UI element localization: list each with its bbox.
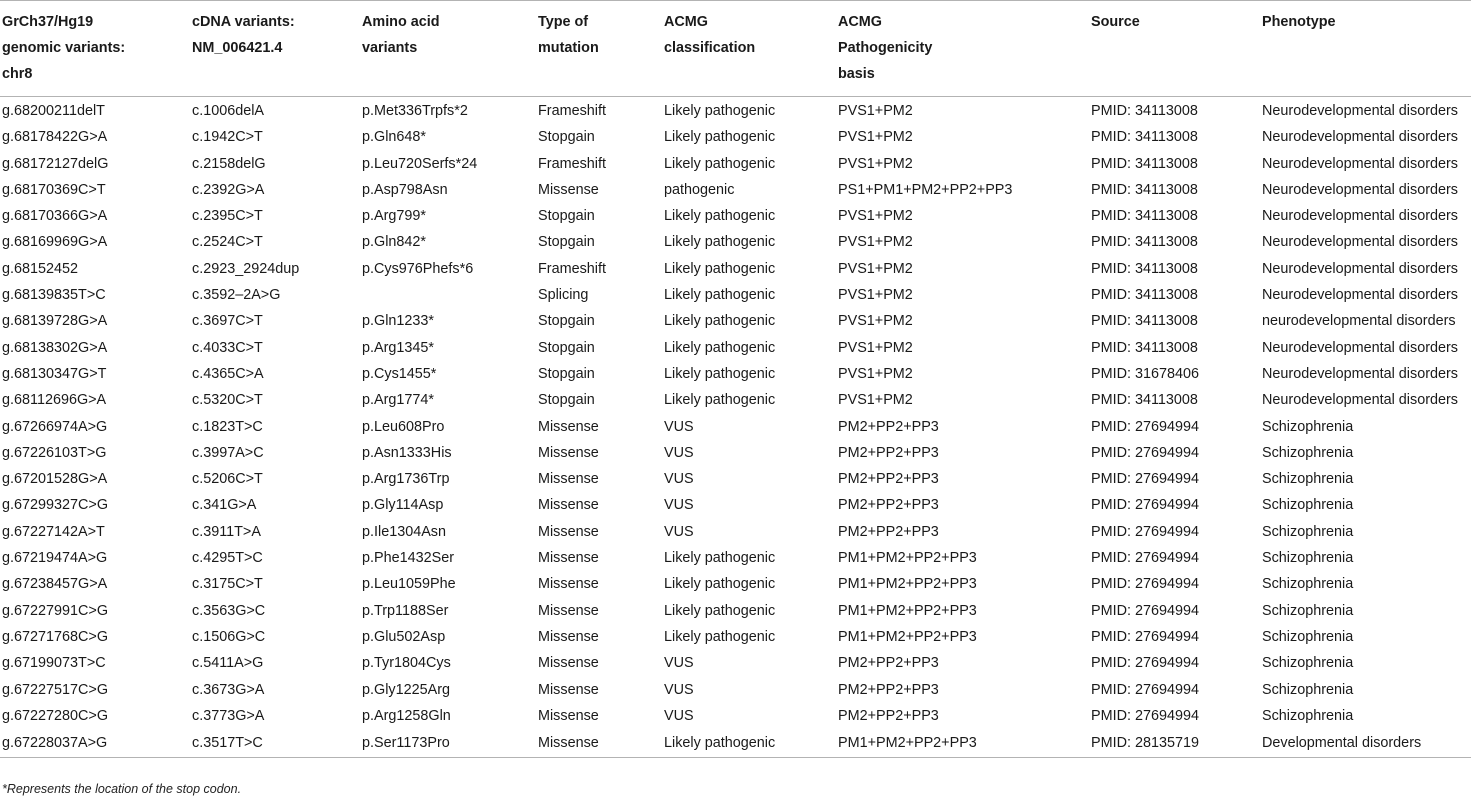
cell-source: PMID: 34113008 <box>1091 181 1198 198</box>
column-header-line: variants <box>362 40 418 56</box>
cell-cdna-variant: c.3997A>C <box>192 444 264 461</box>
cell-mutation-type: Stopgain <box>538 339 595 356</box>
cell-acmg-classification: Likely pathogenic <box>662 729 836 758</box>
cell-source: PMID: 27694994 <box>1091 707 1200 724</box>
cell-phenotype: Neurodevelopmental disorders <box>1262 392 1458 409</box>
cell-phenotype: neurodevelopmental disorders <box>1262 313 1456 330</box>
table-row <box>0 177 1471 203</box>
cell-acmg-classification: Likely pathogenic <box>664 155 776 172</box>
cell-mutation-type: Frameshift <box>538 103 606 119</box>
cell-source: PMID: 27694994 <box>1091 628 1200 645</box>
cell-acmg-classification: Likely pathogenic <box>664 287 776 304</box>
cell-amino-acid-variant: p.Leu608Pro <box>362 418 445 435</box>
cell-amino-acid-variant: p.Glu502Asp <box>362 628 446 645</box>
cell-cdna-variant: c.1506G>C <box>192 628 266 645</box>
cell-acmg-classification: VUS <box>664 681 694 698</box>
column-header-line: Phenotype <box>1262 14 1336 30</box>
cell-acmg-basis: PVS1+PM2 <box>838 287 913 304</box>
cell-phenotype: Neurodevelopmental disorders <box>1262 287 1458 304</box>
cell-source: PMID: 27694994 <box>1091 681 1200 698</box>
cell-amino-acid-variant: p.Ser1173Pro <box>360 729 536 758</box>
cell-source: PMID: 27694994 <box>1091 602 1200 619</box>
cell-cdna-variant: c.3911T>A <box>192 523 261 540</box>
column-header-line: Pathogenicity <box>838 40 933 56</box>
cell-source: PMID: 34113008 <box>1091 129 1198 146</box>
table-row <box>0 387 1471 413</box>
cell-acmg-classification: Likely pathogenic <box>664 602 776 619</box>
cell-genomic-variant: g.68112696G>A <box>2 392 107 409</box>
cell-amino-acid-variant: p.Asn1333His <box>362 444 452 461</box>
cell-cdna-variant: c.2392G>A <box>192 181 265 198</box>
cell-amino-acid-variant: p.Trp1188Ser <box>362 602 449 619</box>
cell-phenotype: Schizophrenia <box>1262 602 1354 619</box>
cell-mutation-type: Frameshift <box>538 260 606 277</box>
cell-source: PMID: 34113008 <box>1091 313 1198 330</box>
cell-mutation-type: Stopgain <box>538 129 595 146</box>
cell-amino-acid-variant: p.Arg1736Trp <box>362 471 450 488</box>
cell-source: PMID: 34113008 <box>1091 155 1198 172</box>
column-header-line: Type of <box>538 14 589 30</box>
cell-mutation-type: Splicing <box>538 287 589 304</box>
cell-phenotype: Schizophrenia <box>1262 444 1354 461</box>
cell-acmg-classification: Likely pathogenic <box>664 365 776 382</box>
column-header-cdna-variant <box>190 1 360 97</box>
cell-phenotype: Schizophrenia <box>1262 681 1354 698</box>
cell-genomic-variant: g.68169969G>A <box>2 234 108 251</box>
cell-acmg-basis: PM1+PM2+PP2+PP3 <box>836 729 1089 758</box>
table-row <box>0 151 1471 177</box>
cell-mutation-type: Missense <box>538 576 599 593</box>
table-row <box>0 440 1471 466</box>
cell-phenotype: Schizophrenia <box>1262 550 1354 567</box>
cell-genomic-variant: g.67227991C>G <box>2 602 109 619</box>
cell-acmg-classification: VUS <box>664 418 694 435</box>
column-header-mutation-type <box>536 1 662 97</box>
cell-source: PMID: 27694994 <box>1091 550 1200 567</box>
cell-acmg-basis: PM2+PP2+PP3 <box>838 681 939 698</box>
cell-phenotype: Neurodevelopmental disorders <box>1262 103 1458 119</box>
cell-acmg-basis: PM1+PM2+PP2+PP3 <box>838 602 977 619</box>
column-header-line: ACMG <box>664 14 708 30</box>
cell-source: PMID: 34113008 <box>1091 234 1198 251</box>
cell-amino-acid-variant: p.Arg1345* <box>362 339 435 356</box>
cell-source: PMID: 27694994 <box>1091 576 1200 593</box>
cell-cdna-variant: c.4033C>T <box>192 339 263 356</box>
table-row <box>0 203 1471 229</box>
column-header-line: chr8 <box>2 66 33 82</box>
cell-cdna-variant: c.4365C>A <box>192 365 264 382</box>
cell-mutation-type: Missense <box>538 497 599 514</box>
cell-phenotype: Schizophrenia <box>1262 655 1354 672</box>
cell-phenotype: Neurodevelopmental disorders <box>1262 234 1458 251</box>
cell-phenotype: Neurodevelopmental disorders <box>1262 365 1458 382</box>
cell-source: PMID: 27694994 <box>1091 444 1200 461</box>
cell-amino-acid-variant: p.Arg799* <box>362 208 427 225</box>
cell-genomic-variant: g.67199073T>C <box>2 655 106 672</box>
cell-acmg-basis: PM2+PP2+PP3 <box>838 497 939 514</box>
cell-acmg-classification: Likely pathogenic <box>664 208 776 225</box>
cell-phenotype: Schizophrenia <box>1262 471 1354 488</box>
cell-acmg-classification: Likely pathogenic <box>664 576 776 593</box>
table-row <box>0 308 1471 334</box>
table-row <box>0 466 1471 492</box>
table-body <box>0 97 1471 758</box>
cell-acmg-basis: PM1+PM2+PP2+PP3 <box>838 628 977 645</box>
cell-phenotype: Schizophrenia <box>1262 418 1354 435</box>
cell-source: PMID: 27694994 <box>1091 471 1200 488</box>
column-header-line: cDNA variants: <box>192 14 295 30</box>
column-header-line: NM_006421.4 <box>192 40 283 56</box>
cell-genomic-variant: g.67271768C>G <box>2 628 109 645</box>
cell-acmg-basis: PM2+PP2+PP3 <box>838 418 939 435</box>
cell-mutation-type: Stopgain <box>538 392 595 409</box>
cell-source: PMID: 27694994 <box>1091 497 1200 514</box>
cell-source: PMID: 27694994 <box>1091 655 1200 672</box>
cell-acmg-classification: VUS <box>664 523 694 540</box>
cell-amino-acid-variant: p.Leu720Serfs*24 <box>362 155 478 172</box>
table-row <box>0 729 1471 758</box>
cell-acmg-basis: PM1+PM2+PP2+PP3 <box>838 576 977 593</box>
cell-acmg-classification: Likely pathogenic <box>664 129 776 146</box>
cell-amino-acid-variant: p.Gln648* <box>362 129 427 146</box>
cell-amino-acid-variant: p.Arg1258Gln <box>362 707 451 724</box>
table-row <box>0 282 1471 308</box>
cell-amino-acid-variant: p.Arg1774* <box>362 392 435 409</box>
table-row <box>0 492 1471 518</box>
cell-source: PMID: 27694994 <box>1091 418 1200 435</box>
cell-source: PMID: 27694994 <box>1091 523 1200 540</box>
cell-acmg-basis: PVS1+PM2 <box>838 103 913 119</box>
cell-source: PMID: 34113008 <box>1091 208 1198 225</box>
cell-phenotype: Neurodevelopmental disorders <box>1262 208 1458 225</box>
cell-acmg-basis: PVS1+PM2 <box>838 365 913 382</box>
cell-cdna-variant: c.1823T>C <box>192 418 263 435</box>
cell-mutation-type: Stopgain <box>538 208 595 225</box>
cell-genomic-variant: g.68172127delG <box>2 155 109 172</box>
cell-acmg-classification: Likely pathogenic <box>664 392 776 409</box>
cell-cdna-variant: c.5320C>T <box>192 392 263 409</box>
table-row <box>0 256 1471 282</box>
header-row <box>0 1 1471 97</box>
table-row <box>0 624 1471 650</box>
cell-source: PMID: 34113008 <box>1091 260 1198 277</box>
cell-acmg-classification: VUS <box>664 444 694 461</box>
cell-amino-acid-variant: p.Phe1432Ser <box>362 550 455 567</box>
cell-cdna-variant: c.3697C>T <box>192 313 263 330</box>
table-row <box>0 361 1471 387</box>
cell-genomic-variant: g.68152452 <box>2 260 79 277</box>
cell-mutation-type: Missense <box>538 523 599 540</box>
cell-amino-acid-variant: p.Leu1059Phe <box>362 576 456 593</box>
cell-genomic-variant: g.67238457G>A <box>2 576 108 593</box>
cell-cdna-variant: c.3773G>A <box>192 707 265 724</box>
cell-acmg-basis: PVS1+PM2 <box>838 208 913 225</box>
cell-mutation-type: Stopgain <box>538 313 595 330</box>
table-row <box>0 97 1471 125</box>
cell-cdna-variant: c.3563G>C <box>192 602 266 619</box>
table-row <box>0 335 1471 361</box>
cell-acmg-basis: PVS1+PM2 <box>838 339 913 356</box>
cell-genomic-variant: g.67201528G>A <box>2 471 108 488</box>
cell-genomic-variant: g.68138302G>A <box>2 339 108 356</box>
table-row <box>0 571 1471 597</box>
table-row <box>0 229 1471 255</box>
cell-acmg-basis: PVS1+PM2 <box>838 392 913 409</box>
cell-genomic-variant: g.67227142A>T <box>2 523 105 540</box>
cell-mutation-type: Missense <box>536 729 662 758</box>
cell-cdna-variant: c.2524C>T <box>192 234 263 251</box>
cell-cdna-variant: c.5206C>T <box>192 471 263 488</box>
cell-genomic-variant: g.68139835T>C <box>2 287 106 304</box>
column-header-line: ACMG <box>838 14 882 30</box>
cell-phenotype: Schizophrenia <box>1262 497 1354 514</box>
column-header-line: classification <box>664 40 756 56</box>
cell-amino-acid-variant: p.Gly114Asp <box>362 497 444 514</box>
cell-acmg-basis: PM1+PM2+PP2+PP3 <box>838 550 977 567</box>
column-header-line: GrCh37/Hg19 <box>2 14 94 30</box>
cell-phenotype: Neurodevelopmental disorders <box>1262 155 1458 172</box>
cell-mutation-type: Missense <box>538 444 599 461</box>
cell-genomic-variant: g.68139728G>A <box>2 313 108 330</box>
cell-genomic-variant: g.67226103T>G <box>2 444 107 461</box>
table-footnote: *Represents the location of the stop codon. <box>2 782 242 796</box>
cell-genomic-variant: g.67227517C>G <box>2 681 109 698</box>
cell-source: PMID: 28135719 <box>1089 729 1260 758</box>
cell-cdna-variant: c.3592–2A>G <box>192 287 281 304</box>
cell-cdna-variant: c.3673G>A <box>192 681 265 698</box>
cell-mutation-type: Missense <box>538 602 599 619</box>
cell-phenotype: Schizophrenia <box>1262 576 1354 593</box>
cell-acmg-basis: PM2+PP2+PP3 <box>838 655 939 672</box>
cell-amino-acid-variant: p.Cys976Phefs*6 <box>362 260 474 277</box>
cell-amino-acid-variant: p.Gln842* <box>362 234 427 251</box>
cell-amino-acid-variant: p.Gln1233* <box>362 313 435 330</box>
cell-amino-acid-variant: p.Tyr1804Cys <box>362 655 451 672</box>
table-row <box>0 414 1471 440</box>
cell-phenotype: Neurodevelopmental disorders <box>1262 339 1458 356</box>
cell-acmg-classification: VUS <box>664 707 694 724</box>
cell-cdna-variant: c.4295T>C <box>192 550 263 567</box>
cell-mutation-type: Missense <box>538 550 599 567</box>
cell-amino-acid-variant <box>360 282 536 308</box>
cell-genomic-variant: g.67219474A>G <box>2 550 108 567</box>
cell-phenotype: Neurodevelopmental disorders <box>1262 181 1458 198</box>
column-header-acmg-basis <box>836 1 1089 97</box>
column-header-acmg-classification <box>662 1 836 97</box>
cell-mutation-type: Missense <box>538 655 599 672</box>
cell-acmg-basis: PVS1+PM2 <box>838 234 913 251</box>
cell-mutation-type: Missense <box>538 471 599 488</box>
cell-mutation-type: Missense <box>538 181 599 198</box>
table-row <box>0 598 1471 624</box>
cell-acmg-classification: VUS <box>664 471 694 488</box>
column-header-source <box>1089 1 1260 97</box>
cell-cdna-variant: c.2923_2924dup <box>192 260 300 277</box>
table-row <box>0 519 1471 545</box>
cell-cdna-variant: c.2395C>T <box>192 208 263 225</box>
cell-mutation-type: Missense <box>538 707 599 724</box>
cell-genomic-variant: g.67266974A>G <box>2 418 108 435</box>
cell-acmg-classification: Likely pathogenic <box>664 234 776 251</box>
column-header-genomic-variant <box>0 1 190 97</box>
cell-source: PMID: 34113008 <box>1091 103 1198 119</box>
cell-acmg-classification: Likely pathogenic <box>664 339 776 356</box>
column-header-line: mutation <box>538 40 599 56</box>
cell-source: PMID: 31678406 <box>1091 365 1200 382</box>
cell-phenotype: Neurodevelopmental disorders <box>1262 260 1458 277</box>
cell-genomic-variant: g.68170369C>T <box>2 181 106 198</box>
cell-amino-acid-variant: p.Gly1225Arg <box>362 681 450 698</box>
cell-genomic-variant: g.68170366G>A <box>2 208 108 225</box>
cell-acmg-classification: Likely pathogenic <box>664 313 776 330</box>
column-header-amino-acid-variant <box>360 1 536 97</box>
cell-cdna-variant: c.3517T>C <box>190 729 360 758</box>
cell-cdna-variant: c.5411A>G <box>192 655 264 672</box>
cell-phenotype: Neurodevelopmental disorders <box>1262 129 1458 146</box>
cell-mutation-type: Missense <box>538 628 599 645</box>
cell-phenotype: Schizophrenia <box>1262 523 1354 540</box>
cell-genomic-variant: g.68178422G>A <box>2 129 108 146</box>
cell-acmg-basis: PM2+PP2+PP3 <box>838 471 939 488</box>
table-row <box>0 545 1471 571</box>
cell-mutation-type: Stopgain <box>538 365 595 382</box>
cell-acmg-classification: pathogenic <box>664 181 735 198</box>
cell-phenotype: Schizophrenia <box>1262 628 1354 645</box>
table-header <box>0 1 1471 97</box>
cell-acmg-basis: PVS1+PM2 <box>838 313 913 330</box>
cell-acmg-classification: Likely pathogenic <box>664 103 776 119</box>
column-header-line: basis <box>838 66 875 82</box>
cell-phenotype: Developmental disorders <box>1260 729 1471 758</box>
cell-amino-acid-variant: p.Met336Trpfs*2 <box>362 103 468 119</box>
cell-genomic-variant: g.67228037A>G <box>0 729 190 758</box>
cell-genomic-variant: g.68130347G>T <box>2 365 107 382</box>
cell-acmg-basis: PM2+PP2+PP3 <box>838 523 939 540</box>
cell-source: PMID: 34113008 <box>1091 287 1198 304</box>
cell-acmg-basis: PM2+PP2+PP3 <box>838 444 939 461</box>
cell-mutation-type: Missense <box>538 681 599 698</box>
cell-amino-acid-variant: p.Asp798Asn <box>362 181 448 198</box>
cell-acmg-classification: VUS <box>664 497 694 514</box>
cell-acmg-classification: Likely pathogenic <box>664 628 776 645</box>
cell-genomic-variant: g.68200211delT <box>2 103 105 119</box>
cell-cdna-variant: c.1006delA <box>192 103 265 119</box>
cell-acmg-basis: PVS1+PM2 <box>838 155 913 172</box>
cell-genomic-variant: g.67227280C>G <box>2 707 109 724</box>
cell-acmg-classification: VUS <box>664 655 694 672</box>
cell-acmg-classification: Likely pathogenic <box>664 260 776 277</box>
cell-acmg-classification: Likely pathogenic <box>664 550 776 567</box>
cell-mutation-type: Stopgain <box>538 234 595 251</box>
cell-mutation-type: Frameshift <box>538 155 606 172</box>
cell-cdna-variant: c.3175C>T <box>192 576 263 593</box>
cell-phenotype: Schizophrenia <box>1262 707 1354 724</box>
column-header-phenotype <box>1260 1 1471 97</box>
cell-cdna-variant: c.1942C>T <box>192 129 263 146</box>
column-header-line: Source <box>1091 14 1140 30</box>
cell-acmg-basis: PVS1+PM2 <box>838 129 913 146</box>
cell-amino-acid-variant: p.Cys1455* <box>362 365 437 382</box>
cell-genomic-variant: g.67299327C>G <box>2 497 109 514</box>
cell-acmg-basis: PM2+PP2+PP3 <box>838 707 939 724</box>
table-row <box>0 677 1471 703</box>
table-row <box>0 703 1471 729</box>
cell-amino-acid-variant: p.Ile1304Asn <box>362 523 447 540</box>
cell-acmg-basis: PS1+PM1+PM2+PP2+PP3 <box>838 181 1013 198</box>
cell-source: PMID: 34113008 <box>1091 392 1198 409</box>
column-header-line: Amino acid <box>362 14 440 30</box>
table-row <box>0 124 1471 150</box>
table-row <box>0 650 1471 676</box>
cell-cdna-variant: c.2158delG <box>192 155 266 172</box>
cell-acmg-basis: PVS1+PM2 <box>838 260 913 277</box>
cell-source: PMID: 34113008 <box>1091 339 1198 356</box>
column-header-line: genomic variants: <box>2 40 126 56</box>
cell-cdna-variant: c.341G>A <box>192 497 257 514</box>
cell-mutation-type: Missense <box>538 418 599 435</box>
